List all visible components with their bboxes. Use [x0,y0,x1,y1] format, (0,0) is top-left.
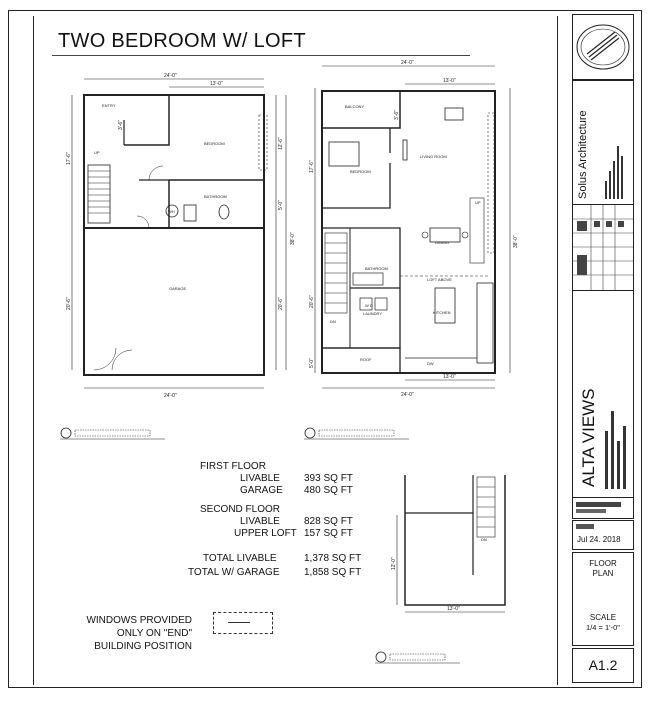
label-wd: W D [365,303,373,308]
title-underline [52,55,470,56]
total-garage-value: 1,858 SQ FT [304,567,362,578]
sheet-name-line-2: PLAN [592,569,614,578]
sf-livable-value: 828 SQ FT [304,516,353,527]
total-garage-label: TOTAL W/ GARAGE [188,567,280,578]
first-floor-heading: FIRST FLOOR [200,461,266,472]
label-kitchen: KITCHEN [433,310,451,315]
dim-top-partial: 13'-0" [210,81,223,87]
dim-bottom-partial-2: 13'-0" [443,374,456,380]
sf-livable-label: LIVABLE [240,516,280,527]
date-box [572,520,634,550]
firm-box [572,80,634,206]
dim-left-upper: 17'-6" [66,152,72,165]
firm-logo-icon [573,15,633,79]
sheet-number-box [572,648,634,683]
ff-livable-label: LIVABLE [240,473,280,484]
label-dining: DINING [435,240,449,245]
label-roof: ROOF [360,357,372,362]
loft-dim-bottom: 13'-0" [447,606,460,612]
dim-bottom: 24'-0" [164,393,177,399]
ff-garage-label: GARAGE [240,485,283,496]
label-wh: WH [168,209,175,214]
label-dw: DW [427,361,434,366]
sheet-name-box [572,552,634,646]
label-balcony: BALCONY [345,104,365,109]
note-line-1: WINDOWS PROVIDED [86,615,192,626]
second-floor-heading: SECOND FLOOR [200,504,281,515]
note-line-3: BUILDING POSITION [94,641,192,652]
label-garage: GARAGE [169,286,187,291]
dim-left-lower: 20'-6" [66,297,72,310]
label-loft-above: LOFT ABOVE [427,277,452,282]
label-bedroom: BEDROOM [204,141,225,146]
label-living-room: LIVING ROOM [420,154,447,159]
dim-right-overall-2: 38'-0" [513,235,519,248]
label-laundry: LAUNDRY [363,311,383,316]
drawing-date: Jul 24. 2018 [577,535,621,544]
dim-bottom-overall-2: 24'-0" [401,392,414,398]
ff-garage-value: 480 SQ FT [304,485,353,496]
total-livable-label: TOTAL LIVABLE [203,553,277,564]
loft-plan [385,465,525,615]
scale-value: 1/4 = 1'-0" [586,623,620,632]
label-entry: ENTRY [102,103,116,108]
sheet-title: TWO BEDROOM W/ LOFT [58,30,306,52]
first-floor-plan [64,70,299,400]
dim-left-upper-2: 17'-6" [309,160,315,173]
windows-note [62,614,192,653]
project-name: ALTA VIEWS [579,388,598,487]
sheet-name-line-1: FLOOR [589,559,617,568]
project-number-box [572,497,634,519]
dim-right-small1: 12'-6" [278,137,284,150]
loft-dn: DN [481,537,487,542]
dim-right-overall: 38'-0" [290,232,296,245]
label-dn: DN [330,319,336,324]
label-up: UP [94,150,100,155]
logo-box [572,14,634,80]
loft-dim-side: 12'-0" [391,557,397,570]
ff-livable-value: 393 SQ FT [304,473,353,484]
dim-left-bottom-2: 5'-0" [309,358,315,368]
sf-loft-label: UPPER LOFT [234,528,297,539]
plan-tag-second [304,426,414,445]
dim-left-small-2: 3'-6" [394,110,400,120]
scale-label: SCALE [589,613,617,622]
dim-left-small: 3'-6" [118,120,124,130]
label-bathroom: BATHROOM [204,194,227,199]
plan-tag-loft [375,650,465,669]
dim-right-lower: 20'-6" [278,297,284,310]
sf-loft-value: 157 SQ FT [304,528,353,539]
dim-top-overall-2: 24'-0" [401,60,414,66]
label-bathroom-2: BATHROOM [365,266,388,271]
note-line-2: ONLY ON "END" [116,628,192,639]
dim-top-partial-2: 13'-0" [443,78,456,84]
dim-right-small2: 5'-0" [278,200,284,210]
revision-box [572,204,634,292]
total-livable-value: 1,378 SQ FT [304,553,362,564]
window-symbol [213,612,273,634]
label-up-2: UP [475,200,481,205]
sheet-number: A1.2 [588,657,618,673]
plan-tag-first [60,426,170,445]
dim-top-overall: 24'-0" [164,73,177,79]
firm-name: Solus Architecture [577,110,589,199]
dim-left-lower-2: 20'-6" [309,295,315,308]
area-schedule [190,461,390,586]
second-floor-plan [305,58,520,400]
project-address-text [603,401,631,491]
revision-table [573,205,633,291]
label-bedroom-2: BEDROOM [350,169,371,174]
firm-address-text [603,141,631,201]
project-box [572,290,634,499]
